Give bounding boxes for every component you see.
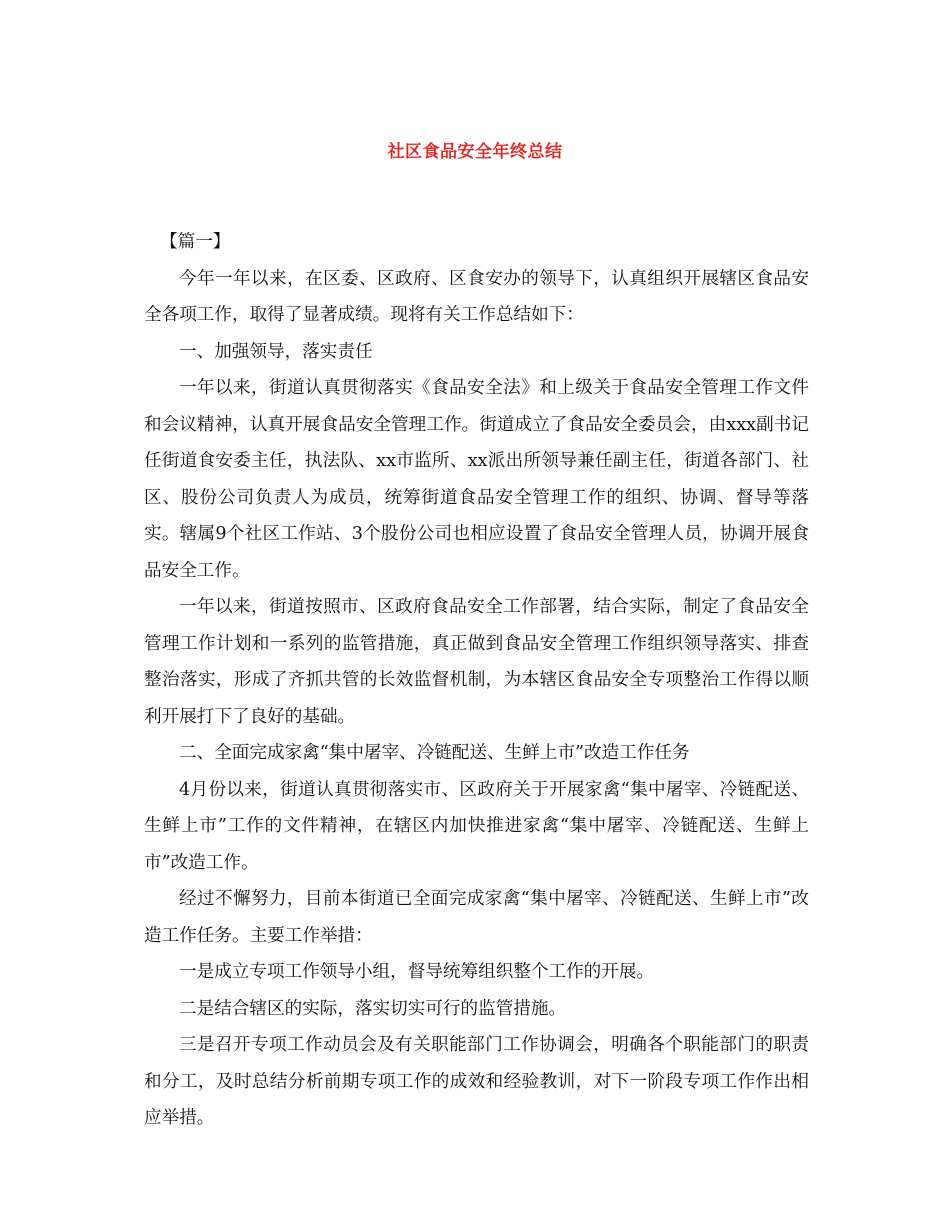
intro-paragraph: 今年一年以来，在区委、区政府、区食安办的领导下，认真组织开展辖区食品安全各项工作，取得了显著成绩。现将有关工作总结如下：	[144, 268, 809, 325]
body-paragraph: 一年以来，街道按照市、区政府食品安全工作部署，结合实际，制定了食品安全管理工作计划和一系列的监管措施，真正做到食品安全管理工作组织领导落实、排查整治落实，形成了齐抓共管的长效监督机制，为本辖区食品安全专项整治工作得以顺利开展打下了良好的基础。	[144, 597, 809, 727]
body-paragraph: 一年以来，街道认真贯彻落实《食品安全法》和上级关于食品安全管理工作文件和会议精神，认真开展食品安全管理工作。街道成立了食品安全委员会，由xxx副书记任街道食安委主任，执法队、xx市监所、xx派出所领导兼任副主任，街道各部门、社区、股份公司负责人为成员，统筹街道食品安全管理工作的组织、协调、督导等落实。辖属9个社区工作站、3个股份公司也相应设置了食品安全管理人员，协调开展食品安全工作。	[144, 378, 809, 581]
section-heading-leadership: 一、加强领导，落实责任	[179, 341, 373, 362]
document-title: 社区食品安全年终总结	[387, 142, 563, 162]
section-heading-poultry: 二、全面完成家禽“集中屠宰、冷链配送、生鲜上市”改造工作任务	[179, 743, 690, 763]
list-item: 三是召开专项工作动员会及有关职能部门工作协调会，明确各个职能部门的职责和分工，及时总结分析前期专项工作的成效和经验教训，对下一阶段专项工作作出相应举措。	[144, 1035, 809, 1128]
body-paragraph: 经过不懈努力，目前本街道已全面完成家禽“集中屠宰、冷链配送、生鲜上市”改造工作任务。主要工作举措：	[144, 889, 809, 946]
list-item: 二是结合辖区的实际，落实切实可行的监管措施。	[179, 998, 567, 1019]
document-body	[144, 224, 809, 1137]
body-paragraph: 4月份以来，街道认真贯彻落实市、区政府关于开展家禽“集中屠宰、冷链配送、生鲜上市”工作的文件精神，在辖区内加快推进家禽“集中屠宰、冷链配送、生鲜上市”改造工作。	[144, 779, 809, 873]
section-heading-part-one: 【篇一】	[160, 232, 231, 252]
list-item: 一是成立专项工作领导小组，督导统筹组织整个工作的开展。	[179, 962, 655, 982]
